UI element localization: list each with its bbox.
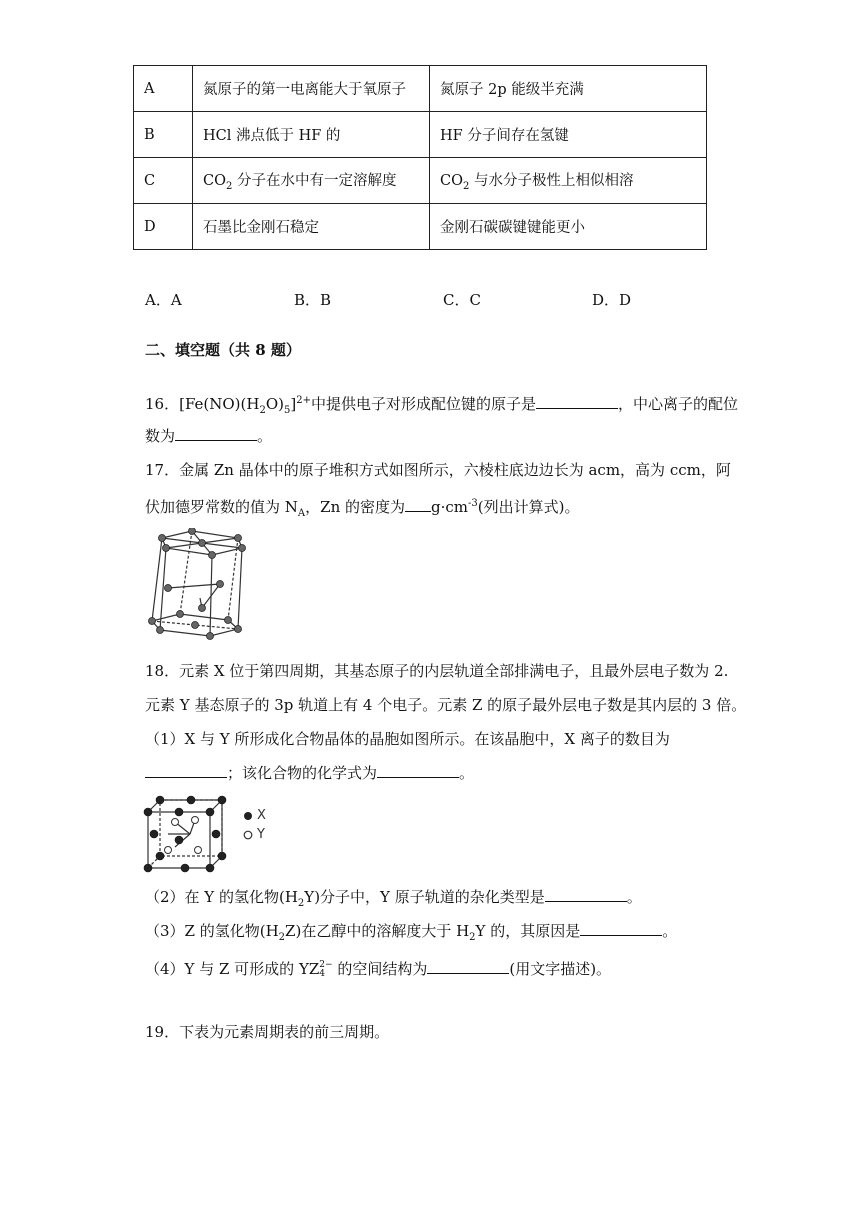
cubic-cell-figure xyxy=(140,792,235,877)
unit-text: g·cm xyxy=(431,498,468,516)
row-fact: HCl 沸点低于 HF 的 xyxy=(193,112,430,158)
question-text: Y)分子中，Y 原子轨道的杂化类型是 xyxy=(304,888,545,906)
answer-blank[interactable] xyxy=(145,763,227,778)
answer-blank[interactable] xyxy=(536,394,618,409)
question-18-line-1: 18．元素 X 位于第四周期，其基态原子的内层轨道全部排满电子，且最外层电子数为 2. xyxy=(145,662,729,680)
ion-charge xyxy=(319,961,332,979)
row-fact xyxy=(193,158,430,204)
punctuation: 。 xyxy=(257,427,273,445)
question-18-line-2: 元素 Y 基态原子的 3p 轨道上有 4 个电子。元素 Z 的原子最外层电子数是其内层的 3 倍。 xyxy=(145,696,747,714)
fact-text: CO xyxy=(203,173,226,190)
subscript: 2 xyxy=(278,932,286,943)
answer-blank[interactable] xyxy=(405,497,431,512)
question-text: ，中心离子的配位 xyxy=(618,395,739,413)
question-text: Y 的，其原因是 xyxy=(475,922,581,940)
table-row xyxy=(134,66,707,112)
subscript: 2 xyxy=(297,898,305,909)
choice-a: A．A xyxy=(145,291,182,309)
choice-d: D．D xyxy=(592,291,632,309)
question-number: 16． xyxy=(145,395,180,413)
subscript: 2 xyxy=(469,932,476,943)
answer-blank[interactable] xyxy=(427,959,509,974)
punctuation: 。 xyxy=(662,922,678,940)
subscript: 2 xyxy=(259,405,266,416)
question-18-part-4 xyxy=(145,959,611,979)
hollow-circle-icon xyxy=(243,830,253,840)
question-text: 伏加德罗常数的值为 N xyxy=(145,498,298,516)
question-text: (用文字描述)。 xyxy=(509,960,612,978)
question-text: ；该化合物的化学式为 xyxy=(227,764,378,782)
question-17-line-2 xyxy=(145,494,579,524)
fact-text: 分子在水中有一定溶解度 xyxy=(232,173,397,190)
subscript: A xyxy=(297,508,306,519)
row-label: A xyxy=(134,66,193,112)
question-18-part-1-line-2 xyxy=(145,763,474,783)
question-text: （2）在 Y 的氢化物(H xyxy=(145,888,298,906)
formula: [Fe(NO)(H xyxy=(179,395,260,413)
answer-blank[interactable] xyxy=(175,426,257,441)
row-reason: HF 分子间存在氢键 xyxy=(430,112,707,158)
question-text: （3）Z 的氢化物(H xyxy=(145,922,279,940)
superscript: 2− xyxy=(319,960,333,970)
formula: ] xyxy=(290,395,297,413)
question-18-part-2 xyxy=(145,887,642,914)
reason-text: 与水分子极性上相似相溶 xyxy=(469,173,634,190)
formula: O) xyxy=(265,395,285,413)
question-19: 19．下表为元素周期表的前三周期。 xyxy=(145,1023,390,1041)
row-reason: 氮原子 2p 能级半充满 xyxy=(430,66,707,112)
superscript: -3 xyxy=(468,498,478,509)
question-text: 数为 xyxy=(145,427,176,445)
question-18-part-1-line-1: （1）X 与 Y 所形成化合物晶体的晶胞如图所示。在该晶胞中，X 离子的数目为 xyxy=(145,730,670,748)
answer-blank[interactable] xyxy=(377,763,459,778)
table-row xyxy=(134,158,707,204)
filled-circle-icon xyxy=(243,811,253,821)
row-label: B xyxy=(134,112,193,158)
subscript: 2 xyxy=(225,180,233,192)
superscript: 2+ xyxy=(296,395,311,406)
section-heading: 二、填空题（共 8 题） xyxy=(145,341,301,359)
answer-blank[interactable] xyxy=(545,887,627,902)
question-text: （4）Y 与 Z 可形成的 YZ xyxy=(145,960,320,978)
row-label: C xyxy=(134,158,193,204)
subscript: 4 xyxy=(319,969,326,979)
question-text: ，Zn 的密度为 xyxy=(305,498,405,516)
punctuation: 。 xyxy=(626,888,642,906)
row-reason xyxy=(430,158,707,204)
subscript: 2 xyxy=(462,180,470,192)
answer-blank[interactable] xyxy=(580,921,662,936)
legend-y-label: Y xyxy=(257,827,265,842)
subscript: 5 xyxy=(284,405,291,416)
row-reason: 金刚石碳碳键键能更小 xyxy=(430,204,707,250)
question-17-line-1: 17．金属 Zn 晶体中的原子堆积方式如图所示，六棱柱底边边长为 acm，高为 ccm，阿 xyxy=(145,461,731,479)
question-text: Z)在乙醇中的溶解度大于 H xyxy=(285,922,470,940)
question-text: (列出计算式)。 xyxy=(477,498,580,516)
row-label: D xyxy=(134,204,193,250)
question-18-part-3 xyxy=(145,921,677,948)
question-16-line-2 xyxy=(145,426,272,446)
options-table xyxy=(133,65,707,250)
row-fact: 石墨比金刚石稳定 xyxy=(193,204,430,250)
question-text: 中提供电子对形成配位键的原子是 xyxy=(311,395,537,413)
punctuation: 。 xyxy=(459,764,475,782)
question-16-line-1 xyxy=(145,391,738,421)
reason-text: CO xyxy=(440,173,463,190)
hexagonal-cell-figure xyxy=(140,528,255,643)
question-text: 的空间结构为 xyxy=(332,960,428,978)
legend-x-label: X xyxy=(257,808,266,823)
choice-c: C．C xyxy=(443,291,481,309)
table-row xyxy=(134,204,707,250)
table-row xyxy=(134,112,707,158)
choice-b: B．B xyxy=(294,291,332,309)
row-fact: 氮原子的第一电离能大于氧原子 xyxy=(193,66,430,112)
